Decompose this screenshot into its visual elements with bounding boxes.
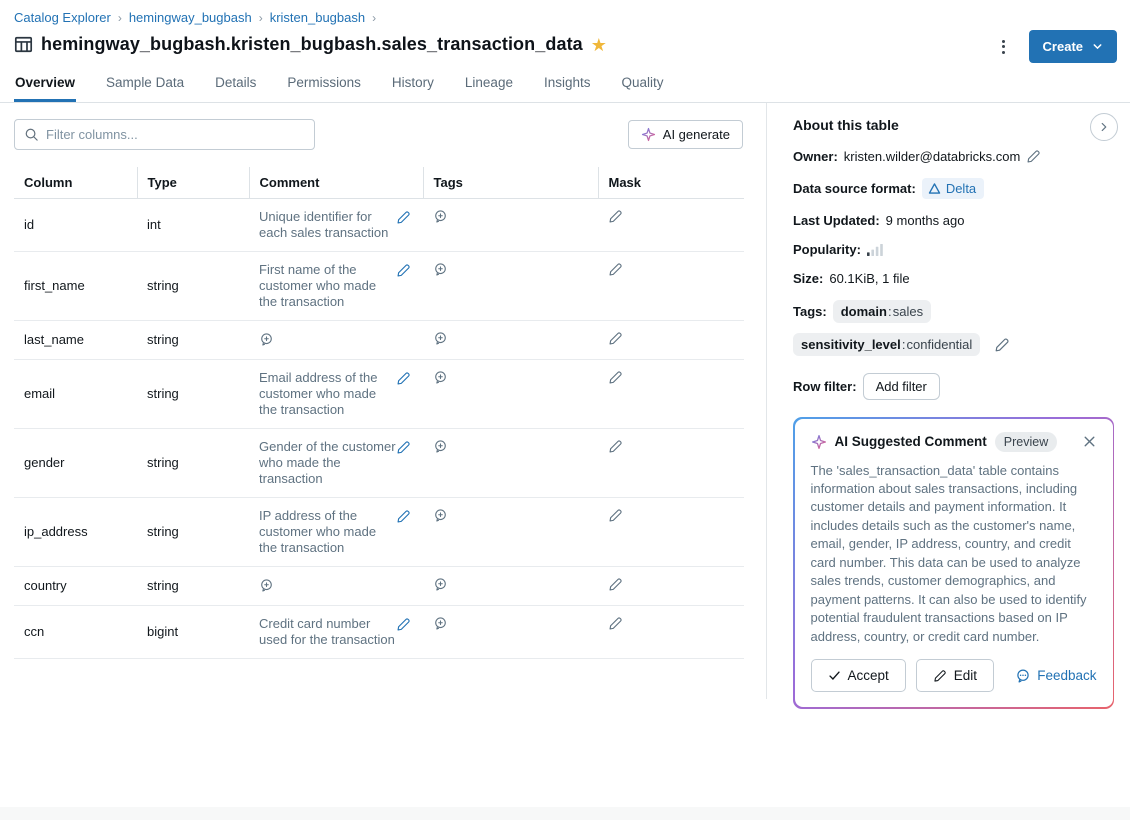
column-comment: First name of the customer who made the transaction bbox=[259, 261, 377, 309]
row-filter-label: Row filter: bbox=[793, 379, 857, 394]
column-type: bigint bbox=[147, 624, 179, 640]
column-name: country bbox=[24, 578, 67, 594]
col-header-column: Column bbox=[14, 167, 137, 199]
preview-badge: Preview bbox=[995, 432, 1057, 452]
tab-permissions[interactable]: Permissions bbox=[287, 75, 361, 90]
edit-comment-icon[interactable] bbox=[396, 440, 411, 455]
chevron-right-icon bbox=[1097, 120, 1111, 134]
breadcrumb-separator: › bbox=[372, 10, 377, 25]
columns-table bbox=[14, 167, 744, 659]
edit-mask-icon[interactable] bbox=[608, 209, 623, 224]
edit-comment-icon[interactable] bbox=[396, 210, 411, 225]
filter-columns-box bbox=[14, 119, 315, 150]
owner-value: kristen.wilder@databricks.com bbox=[843, 149, 1021, 164]
breadcrumb bbox=[14, 10, 1116, 25]
tag-pill-sensitivity[interactable]: sensitivity_level : confidential bbox=[793, 333, 980, 356]
tab-bar bbox=[0, 68, 1130, 103]
add-tags-icon[interactable] bbox=[433, 209, 448, 224]
create-button[interactable]: Create bbox=[1029, 30, 1117, 63]
column-name: first_name bbox=[24, 278, 85, 294]
ai-suggested-comment-panel bbox=[793, 417, 1114, 709]
tag-pill-domain[interactable]: domain : sales bbox=[833, 300, 931, 323]
ai-generate-button[interactable]: AI generate bbox=[628, 120, 743, 149]
owner-label: Owner: bbox=[793, 149, 838, 164]
feedback-bubble-icon bbox=[1015, 668, 1031, 684]
edit-comment-icon[interactable] bbox=[396, 263, 411, 278]
table-row bbox=[14, 251, 744, 320]
delta-format-badge[interactable]: Delta bbox=[922, 178, 984, 199]
edit-mask-icon[interactable] bbox=[608, 331, 623, 346]
ai-sparkle-icon bbox=[811, 434, 827, 450]
column-name: gender bbox=[24, 455, 65, 471]
column-comment: IP address of the customer who made the transaction bbox=[259, 507, 377, 555]
tab-sample-data[interactable]: Sample Data bbox=[106, 75, 185, 90]
popularity-bars-icon bbox=[867, 243, 884, 256]
edit-tags-icon[interactable] bbox=[994, 337, 1010, 353]
breadcrumb-link-catalog[interactable]: hemingway_bugbash bbox=[128, 10, 252, 25]
kebab-menu-icon[interactable] bbox=[994, 34, 1013, 60]
add-comment-icon[interactable] bbox=[259, 332, 274, 347]
edit-owner-icon[interactable] bbox=[1026, 149, 1041, 164]
collapse-sidebar-button[interactable] bbox=[1090, 113, 1118, 141]
add-tags-icon[interactable] bbox=[433, 616, 448, 631]
updated-value: 9 months ago bbox=[885, 213, 965, 228]
column-type: string bbox=[147, 524, 179, 540]
edit-comment-icon[interactable] bbox=[396, 509, 411, 524]
edit-mask-icon[interactable] bbox=[608, 616, 623, 631]
column-type: string bbox=[147, 278, 179, 294]
updated-label: Last Updated: bbox=[793, 213, 880, 228]
edit-comment-icon[interactable] bbox=[396, 617, 411, 632]
column-comment: Email address of the customer who made the transaction bbox=[259, 369, 378, 417]
col-header-type: Type bbox=[137, 167, 249, 199]
add-tags-icon[interactable] bbox=[433, 508, 448, 523]
tab-quality[interactable]: Quality bbox=[621, 75, 664, 90]
column-name: email bbox=[24, 386, 56, 402]
tags-label: Tags: bbox=[793, 304, 827, 319]
add-tags-icon[interactable] bbox=[433, 577, 448, 592]
overview-main-panel bbox=[0, 103, 767, 699]
tab-overview[interactable]: Overview bbox=[14, 68, 76, 102]
column-type: string bbox=[147, 386, 179, 402]
breadcrumb-separator: › bbox=[117, 10, 122, 25]
footer-bar bbox=[0, 807, 1130, 820]
filter-columns-input[interactable] bbox=[46, 127, 305, 142]
ai-sparkle-icon bbox=[641, 127, 656, 142]
page-title: hemingway_bugbash.kristen_bugbash.sales_transaction_data bbox=[41, 34, 583, 54]
table-row bbox=[14, 199, 744, 252]
column-name: id bbox=[24, 217, 35, 233]
add-tags-icon[interactable] bbox=[433, 370, 448, 385]
sidebar-title: About this table bbox=[793, 117, 899, 133]
popularity-label: Popularity: bbox=[793, 242, 861, 257]
ai-suggested-comment-text: The 'sales_transaction_data' table contains information about sales transactions, including customer details and payment information. It includes details such as the customer's name, email, gender, IP address, country, and credit card number. This data can be used to analyze sales trends, customer demographics, and payment patterns. It can also be used to identify potential fraudulent transactions based on IP address, country, or credit card number. bbox=[810, 462, 1087, 644]
table-row bbox=[14, 428, 744, 497]
search-icon bbox=[24, 127, 39, 142]
edit-button[interactable]: Edit bbox=[916, 659, 994, 692]
add-comment-icon[interactable] bbox=[259, 578, 274, 593]
size-value: 60.1KiB, 1 file bbox=[829, 271, 910, 286]
edit-comment-icon[interactable] bbox=[396, 371, 411, 386]
ai-panel-title: AI Suggested Comment bbox=[834, 434, 987, 449]
check-icon bbox=[828, 669, 841, 682]
column-name: last_name bbox=[24, 332, 84, 348]
table-row bbox=[14, 320, 744, 359]
edit-mask-icon[interactable] bbox=[608, 262, 623, 277]
close-icon[interactable] bbox=[1082, 434, 1097, 449]
tab-details[interactable]: Details bbox=[215, 75, 257, 90]
delta-icon bbox=[928, 182, 941, 195]
format-label: Data source format: bbox=[793, 181, 916, 196]
table-row bbox=[14, 605, 744, 658]
favorite-star-icon[interactable]: ★ bbox=[590, 34, 607, 55]
col-header-mask: Mask bbox=[598, 167, 744, 199]
col-header-comment: Comment bbox=[249, 167, 423, 199]
pencil-icon bbox=[933, 669, 947, 683]
tab-lineage[interactable]: Lineage bbox=[464, 75, 513, 90]
column-name: ccn bbox=[24, 624, 45, 640]
breadcrumb-link-catalog-explorer[interactable]: Catalog Explorer bbox=[14, 10, 111, 25]
breadcrumb-link-schema[interactable]: kristen_bugbash bbox=[269, 10, 366, 25]
column-type: int bbox=[147, 217, 161, 233]
edit-mask-icon[interactable] bbox=[608, 370, 623, 385]
column-type: string bbox=[147, 578, 179, 594]
table-row bbox=[14, 566, 744, 605]
size-label: Size: bbox=[793, 271, 824, 286]
edit-mask-icon[interactable] bbox=[608, 439, 623, 454]
table-row bbox=[14, 359, 744, 428]
column-type: string bbox=[147, 455, 179, 471]
table-row bbox=[14, 497, 744, 566]
edit-mask-icon[interactable] bbox=[608, 508, 623, 523]
breadcrumb-separator: › bbox=[258, 10, 263, 25]
edit-mask-icon[interactable] bbox=[608, 577, 623, 592]
add-tags-icon[interactable] bbox=[433, 262, 448, 277]
add-filter-button[interactable]: Add filter bbox=[863, 373, 940, 400]
tab-history[interactable]: History bbox=[391, 75, 434, 90]
feedback-link[interactable]: Feedback bbox=[1015, 668, 1096, 684]
column-comment: Unique identifier for each sales transaction bbox=[259, 209, 389, 240]
column-comment: Gender of the customer who made the transaction bbox=[259, 438, 396, 486]
column-name: ip_address bbox=[24, 524, 88, 540]
add-tags-icon[interactable] bbox=[433, 331, 448, 346]
column-type: string bbox=[147, 332, 179, 348]
col-header-tags: Tags bbox=[423, 167, 598, 199]
page-header bbox=[0, 10, 1130, 55]
column-comment: Credit card number used for the transaction bbox=[259, 615, 395, 647]
table-grid-icon bbox=[14, 35, 33, 54]
about-table-sidebar bbox=[767, 103, 1130, 709]
chevron-down-icon bbox=[1092, 41, 1103, 52]
tab-insights[interactable]: Insights bbox=[543, 75, 591, 90]
add-tags-icon[interactable] bbox=[433, 439, 448, 454]
accept-button[interactable]: Accept bbox=[811, 659, 906, 692]
